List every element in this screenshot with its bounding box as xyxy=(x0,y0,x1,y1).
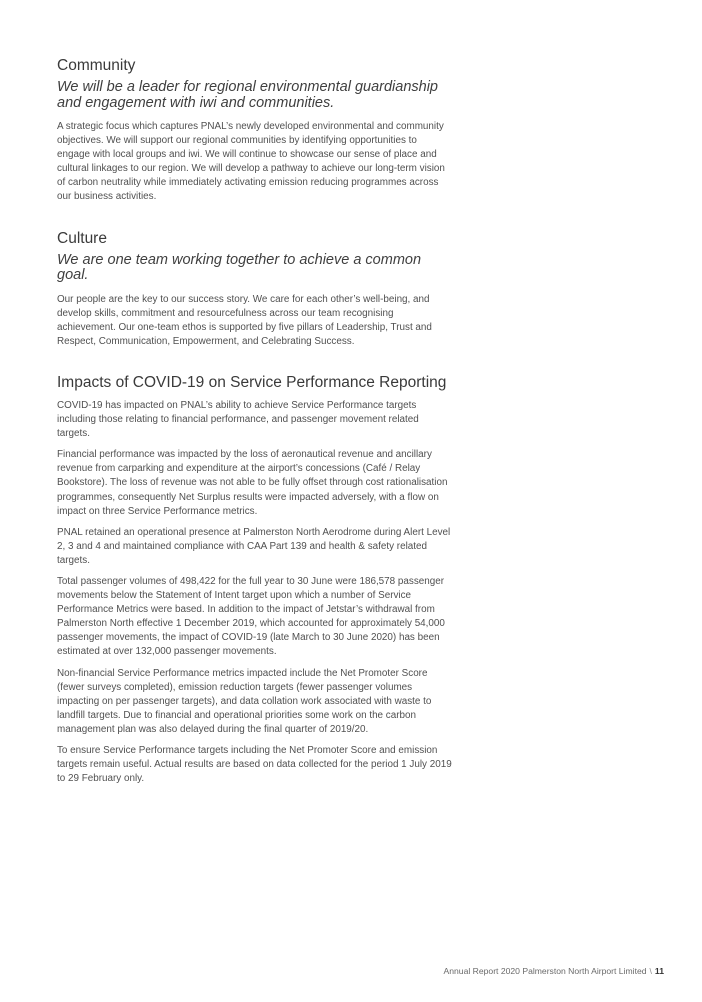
footer-report-title: Annual Report 2020 Palmerston North Airport Limited xyxy=(443,966,647,976)
culture-paragraph: Our people are the key to our success story. We care for each other’s well-being, and develop skills, commitment and resourcefulness across our team recognising achievement. Our one-team ethos is supported by five pillars of Leadership, Trust and Respect, Communication, Empowerment, and Celebrating Success. xyxy=(57,293,432,347)
page-content xyxy=(57,56,452,793)
culture-heading: Culture xyxy=(57,229,107,247)
community-subheading: We will be a leader for regional environmental guardianship and engagement with iwi and communities. xyxy=(57,79,438,111)
culture-subheading: We are one team working together to achieve a common goal. xyxy=(57,251,422,284)
covid-paragraph: COVID-19 has impacted on PNAL’s ability to achieve Service Performance targets including those relating to financial performance, and passenger movement related targets. xyxy=(57,399,419,440)
culture-section xyxy=(57,229,452,349)
community-paragraph: A strategic focus which captures PNAL’s newly developed environmental and community objectives. We will support our regional communities by identifying opportunities to engage with local groups and iwi. We will continue to showcase our sense of place and cultural linkages to our region. We will develop a pathway to achieve our long-term vision of carbon neutrality while immediately activating emission reducing programmes across our business activities. xyxy=(57,121,445,203)
page-footer xyxy=(444,966,665,976)
section-spacer xyxy=(57,212,452,229)
community-heading: Community xyxy=(57,57,136,74)
footer-separator: \ xyxy=(649,966,652,976)
covid-section xyxy=(57,373,452,786)
section-spacer xyxy=(57,356,452,373)
covid-paragraph: Total passenger volumes of 498,422 for the full year to 30 June were 186,578 passenger movements below the Statement of Intent target upon which a number of Service Performance Metrics were based. In addition to the impact of Jetstar’s withdrawal from Palmerston North effective 1 December 2019, which accounted for approximately 54,000 passenger movements, the impact of COVID-19 (late March to 30 June 2020) has been estimated at over 132,000 passenger movements. xyxy=(57,575,445,658)
covid-paragraph: Non-financial Service Performance metrics impacted include the Net Promoter Score (fewer surveys completed), emission reduction targets (fewer passenger volumes impacting on per passenger targets), and data collation work associated with waste to landfill targets. Due to financial and operational priorities some work on the carbon management plan was also delayed during the final quarter of 2019/20. xyxy=(57,667,432,735)
covid-paragraph: PNAL retained an operational presence at Palmerston North Aerodrome during Alert Level 2, 3 and 4 and maintained compliance with CAA Part 139 and health & safety related targets. xyxy=(57,526,451,566)
page-number: 11 xyxy=(654,966,664,976)
covid-heading: Impacts of COVID-19 on Service Performance Reporting xyxy=(57,373,447,391)
covid-paragraph: Financial performance was impacted by the loss of aeronautical revenue and ancillary revenue from carparking and expenditure at the airport’s concessions (Café / Relay Bookstore). The loss of revenue was not able to be fully offset through cost rationalisation programmes, consequently Net Surplus results were impacted adversely, with a flow on impact on three Service Performance metrics. xyxy=(57,449,448,517)
covid-paragraph: To ensure Service Performance targets including the Net Promoter Score and emission targets remain useful. Actual results are based on data collected for the period 1 July 2019 to 29 February only. xyxy=(57,745,452,785)
community-section xyxy=(57,56,452,205)
